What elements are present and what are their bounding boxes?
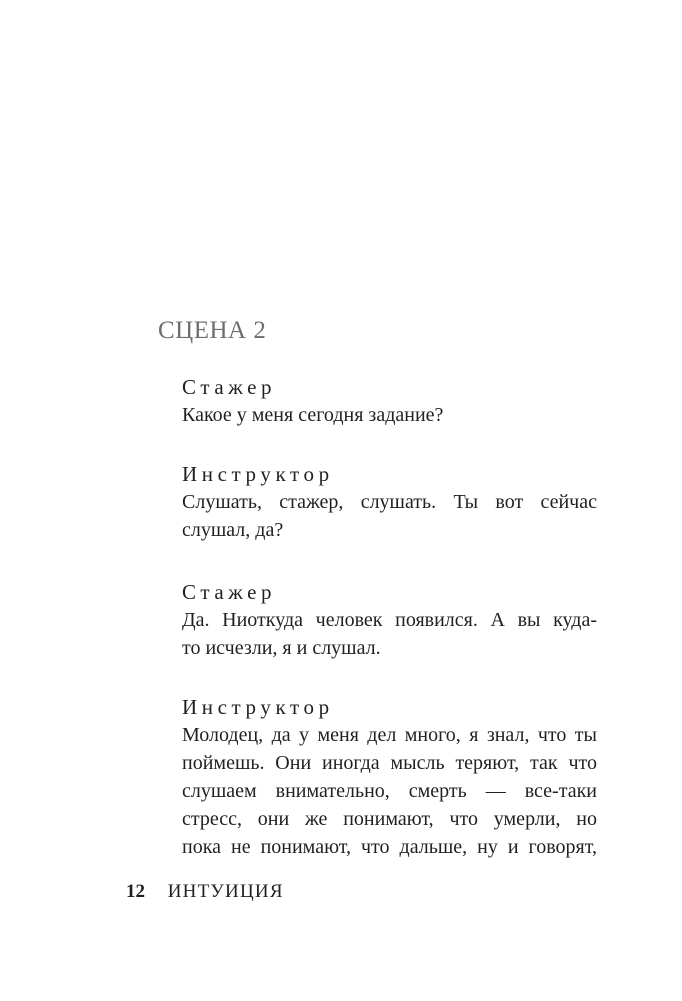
page-footer <box>126 879 284 905</box>
dialogue-line: поймешь. Они иногда мысль теряют, так что <box>182 752 597 774</box>
dialogue-line: слушал, да? <box>182 519 284 541</box>
dialogue-block <box>182 373 597 429</box>
scene-title: СЦЕНА 2 <box>158 317 267 344</box>
dialogue-line: слушаем внимательно, смерть — все-таки <box>182 780 597 802</box>
dialogue-line: Да. Ниоткуда человек появился. А вы куда- <box>182 609 597 631</box>
dialogue-line: пока не понимают, что дальше, ну и говорят, <box>182 836 597 858</box>
dialogue-line: Какое у меня сегодня задание? <box>182 404 444 426</box>
dialogue-line: Слушать, стажер, слушать. Ты вот сейчас <box>182 491 597 513</box>
dialogue-line: стресс, они же понимают, что умерли, но <box>182 808 597 830</box>
dialogue-block <box>182 578 597 662</box>
page-number: 12 <box>126 881 145 902</box>
speaker-name: Стажер <box>182 580 277 604</box>
dialogue-line: Молодец, да у меня дел много, я знал, что ты <box>182 724 597 746</box>
speaker-name: Инструктор <box>182 695 334 719</box>
dialogue-block <box>182 460 597 544</box>
dialogue-line: то исчезли, я и слушал. <box>182 637 381 659</box>
running-head: ИНТУИЦИЯ <box>167 881 284 902</box>
speaker-name: Стажер <box>182 375 277 399</box>
speaker-name: Инструктор <box>182 462 334 486</box>
dialogue-block <box>182 693 597 861</box>
